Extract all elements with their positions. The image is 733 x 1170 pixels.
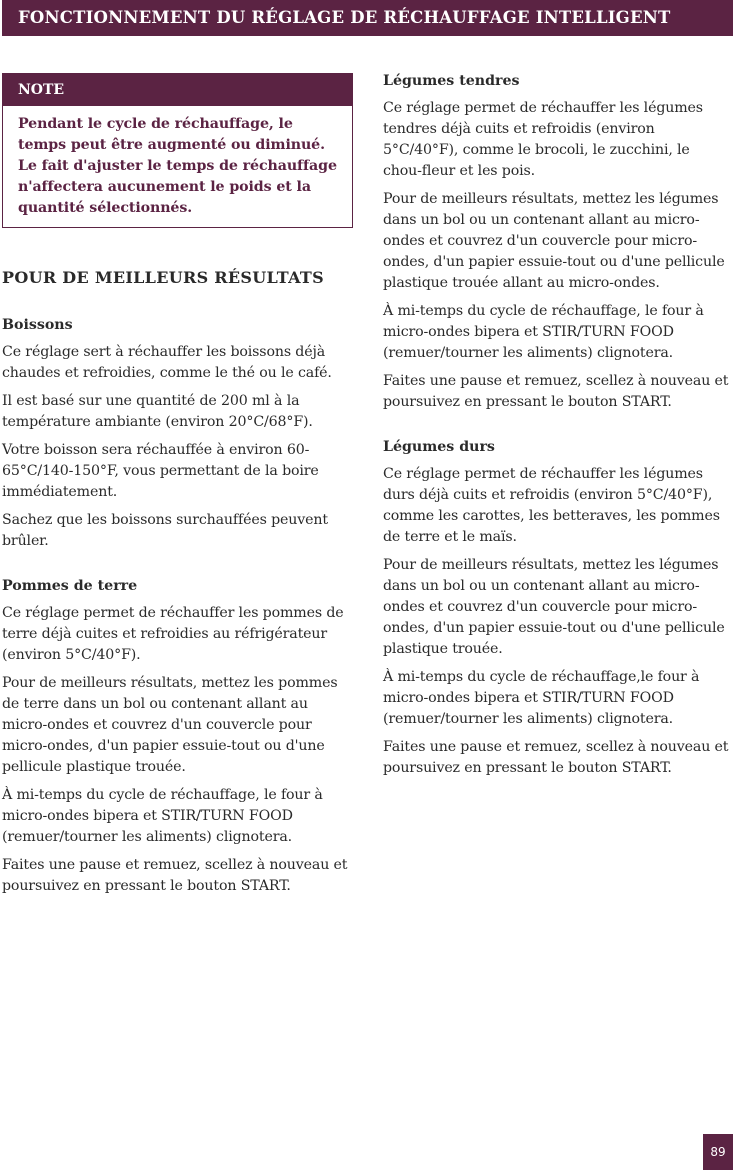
tendres-paragraph: À mi-temps du cycle de réchauffage, le four à micro-ondes bipera et STIR/TURN FOOD (remuer/tourner les aliments) clignotera. [383, 303, 704, 361]
note-text: Pendant le cycle de réchauffage, le temps peut être augmenté ou diminué. Le fait d'ajuster le temps de réchauffage n'affectera aucunement le poids et la quantité sélectionnés. [18, 116, 337, 216]
pommes-heading: Pommes de terre [2, 578, 138, 594]
left-column [2, 73, 354, 904]
note-title: NOTE [3, 74, 352, 106]
pommes-paragraph: Pour de meilleurs résultats, mettez les pommes de terre dans un bol ou contenant allant au micro-ondes et couvrez d'un couvercle pour micro-ondes, d'un papier essuie-tout ou d'une pellicule plastique trouée. [2, 675, 338, 775]
durs-heading: Légumes durs [383, 439, 495, 455]
durs-paragraph: Faites une pause et remuez, scellez à nouveau et poursuivez en pressant le bouton START. [383, 739, 729, 776]
right-column [383, 71, 731, 786]
boissons-paragraph: Sachez que les boissons surchauffées peuvent brûler. [2, 512, 328, 549]
tendres-paragraph: Faites une pause et remuez, scellez à nouveau et poursuivez en pressant le bouton START. [383, 373, 729, 410]
boissons-paragraph: Il est basé sur une quantité de 200 ml à la température ambiante (environ 20°C/68°F). [2, 393, 313, 430]
best-results-heading: POUR DE MEILLEURS RÉSULTATS [2, 268, 324, 287]
page-header-title: FONCTIONNEMENT DU RÉGLAGE DE RÉCHAUFFAGE INTELLIGENT [18, 8, 671, 27]
boissons-heading: Boissons [2, 317, 73, 333]
pommes-paragraph: À mi-temps du cycle de réchauffage, le four à micro-ondes bipera et STIR/TURN FOOD (remuer/tourner les aliments) clignotera. [2, 787, 323, 845]
durs-paragraph: À mi-temps du cycle de réchauffage,le four à micro-ondes bipera et STIR/TURN FOOD (remuer/tourner les aliments) clignotera. [383, 669, 700, 727]
pommes-paragraph: Faites une pause et remuez, scellez à nouveau et poursuivez en pressant le bouton START. [2, 857, 348, 894]
durs-paragraph: Ce réglage permet de réchauffer les légumes durs déjà cuits et refroidis (environ 5°C/40°F), comme les carottes, les betteraves, les pommes de terre et le maïs. [383, 466, 720, 545]
boissons-paragraph: Ce réglage sert à réchauffer les boissons déjà chaudes et refroidies, comme le thé ou le café. [2, 344, 332, 381]
tendres-heading: Légumes tendres [383, 73, 520, 89]
page-number: 89 [703, 1134, 733, 1170]
boissons-paragraph: Votre boisson sera réchauffée à environ 60-65°C/140-150°F, vous permettant de la boire immédiatement. [2, 442, 319, 500]
pommes-paragraph: Ce réglage permet de réchauffer les pommes de terre déjà cuites et refroidies au réfrigérateur (environ 5°C/40°F). [2, 605, 344, 663]
durs-paragraph: Pour de meilleurs résultats, mettez les légumes dans un bol ou un contenant allant au micro-ondes et couvrez d'un couvercle pour micro-ondes, d'un papier essuie-tout ou d'une pellicule plastique trouée. [383, 557, 725, 657]
note-box [2, 73, 353, 228]
tendres-paragraph: Pour de meilleurs résultats, mettez les légumes dans un bol ou un contenant allant au micro-ondes et couvrez d'un couvercle pour micro-ondes, d'un papier essuie-tout ou d'une pellicule plastique trouée allant au micro-ondes. [383, 191, 725, 291]
tendres-paragraph: Ce réglage permet de réchauffer les légumes tendres déjà cuits et refroidis (environ 5°C/40°F), comme le brocoli, le zucchini, le chou-fleur et les pois. [383, 100, 703, 179]
page-header [2, 0, 733, 36]
